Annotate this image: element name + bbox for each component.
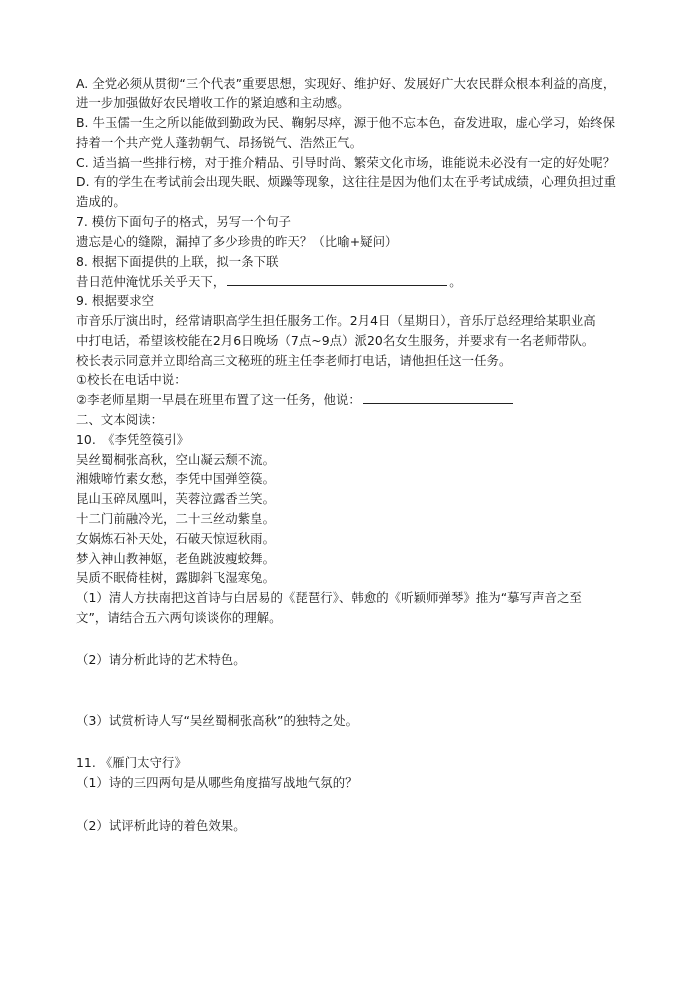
question-10-1-line-1: （1）清人方扶南把这首诗与白居易的《琵琶行》、韩愈的《听颖师弹琴》推为“摹写声音之至 xyxy=(76,590,582,605)
poem-line-4: 十二门前融冷光，二十三丝动紫皇。 xyxy=(76,511,276,526)
poem-line-2: 湘娥啼竹素女愁，李凭中国弹箜篌。 xyxy=(76,471,276,486)
question-8-title: 8. 根据下面提供的上联，拟一条下联 xyxy=(76,254,279,269)
question-9-part-1: ①校长在电话中说： xyxy=(76,372,187,387)
option-b-line-1: B. 牛玉儒一生之所以能做到勤政为民、鞠躬尽瘁，源于他不忘本色，奋发进取，虚心学习，始终保 xyxy=(76,115,616,130)
blank-end-mark: 。 xyxy=(449,274,462,289)
option-d-line-2: 造成的。 xyxy=(76,194,126,209)
question-10-2: （2）请分析此诗的艺术特色。 xyxy=(76,652,246,667)
poem-line-1: 吴丝蜀桐张高秋，空山凝云颓不流。 xyxy=(76,452,276,467)
upper-couplet: 昔日范仲淹忧乐关乎天下， xyxy=(76,274,226,289)
question-9-part-2 xyxy=(76,392,515,408)
question-7-title: 7. 模仿下面句子的格式，另写一个句子 xyxy=(76,214,291,229)
answer-blank-q9[interactable] xyxy=(363,392,513,404)
section-2-heading: 二、文本阅读： xyxy=(76,412,164,427)
option-a-line-2: 进一步加强做好农民增收工作的紧迫感和主动感。 xyxy=(76,95,350,110)
question-9-text-3: 校长表示同意并立即给高三文秘班的班主任李老师打电话，请他担任这一任务。 xyxy=(76,353,512,368)
question-10-1-line-2: 文”，请结合五六两句谈谈你的理解。 xyxy=(76,610,282,625)
question-10-title: 10. 《李凭箜篌引》 xyxy=(76,432,190,447)
question-11-title: 11. 《雁门太守行》 xyxy=(76,755,187,770)
option-a-line-1: A. 全党必须从贯彻“三个代表”重要思想，实现好、维护好、发展好广大农民群众根本利益的高度， xyxy=(76,76,616,91)
question-7-example: 遗忘是心的缝隙，漏掉了多少珍贵的昨天？（比喻+疑问） xyxy=(76,234,398,249)
poem-line-7: 吴质不眠倚桂树，露脚斜飞湿寒兔。 xyxy=(76,570,276,585)
question-11-1: （1）诗的三四两句是从哪些角度描写战地气氛的？ xyxy=(76,775,358,790)
poem-line-5: 女娲炼石补天处，石破天惊逗秋雨。 xyxy=(76,531,276,546)
question-11-2: （2）试评析此诗的着色效果。 xyxy=(76,818,246,833)
question-9-text-2: 中打电话，希望该校能在2月6日晚场（7点~9点）派20名女生服务，并要求有一名老师带队。 xyxy=(76,333,595,348)
poem-line-6: 梦入神山教神妪，老鱼跳波瘦蛟舞。 xyxy=(76,551,276,566)
part-2-prompt: ②李老师星期一早晨在班里布置了这一任务，他说： xyxy=(76,392,361,407)
question-10-3: （3）试赏析诗人写“吴丝蜀桐张高秋”的独特之处。 xyxy=(76,713,359,728)
question-9-text-1: 市音乐厅演出时，经常请职高学生担任服务工作。2月4日（星期日），音乐厅总经理给某职业高 xyxy=(76,313,596,328)
poem-line-3: 昆山玉碎凤凰叫，芙蓉泣露香兰笑。 xyxy=(76,491,276,506)
option-c-line: C. 适当搞一些排行榜，对于推介精品、引导时尚、繁荣文化市场，谁能说未必没有一定的好处呢？ xyxy=(76,155,616,170)
option-b-line-2: 持着一个共产党人蓬勃朝气、昂扬锐气、浩然正气。 xyxy=(76,135,363,150)
question-8-couplet xyxy=(76,274,462,290)
question-9-title: 9. 根据要求空 xyxy=(76,293,155,308)
answer-blank-q8[interactable] xyxy=(227,274,447,286)
option-d-line-1: D. 有的学生在考试前会出现失眠、烦躁等现象，这往往是因为他们太在乎考试成绩，心理负担过重 xyxy=(76,174,617,189)
